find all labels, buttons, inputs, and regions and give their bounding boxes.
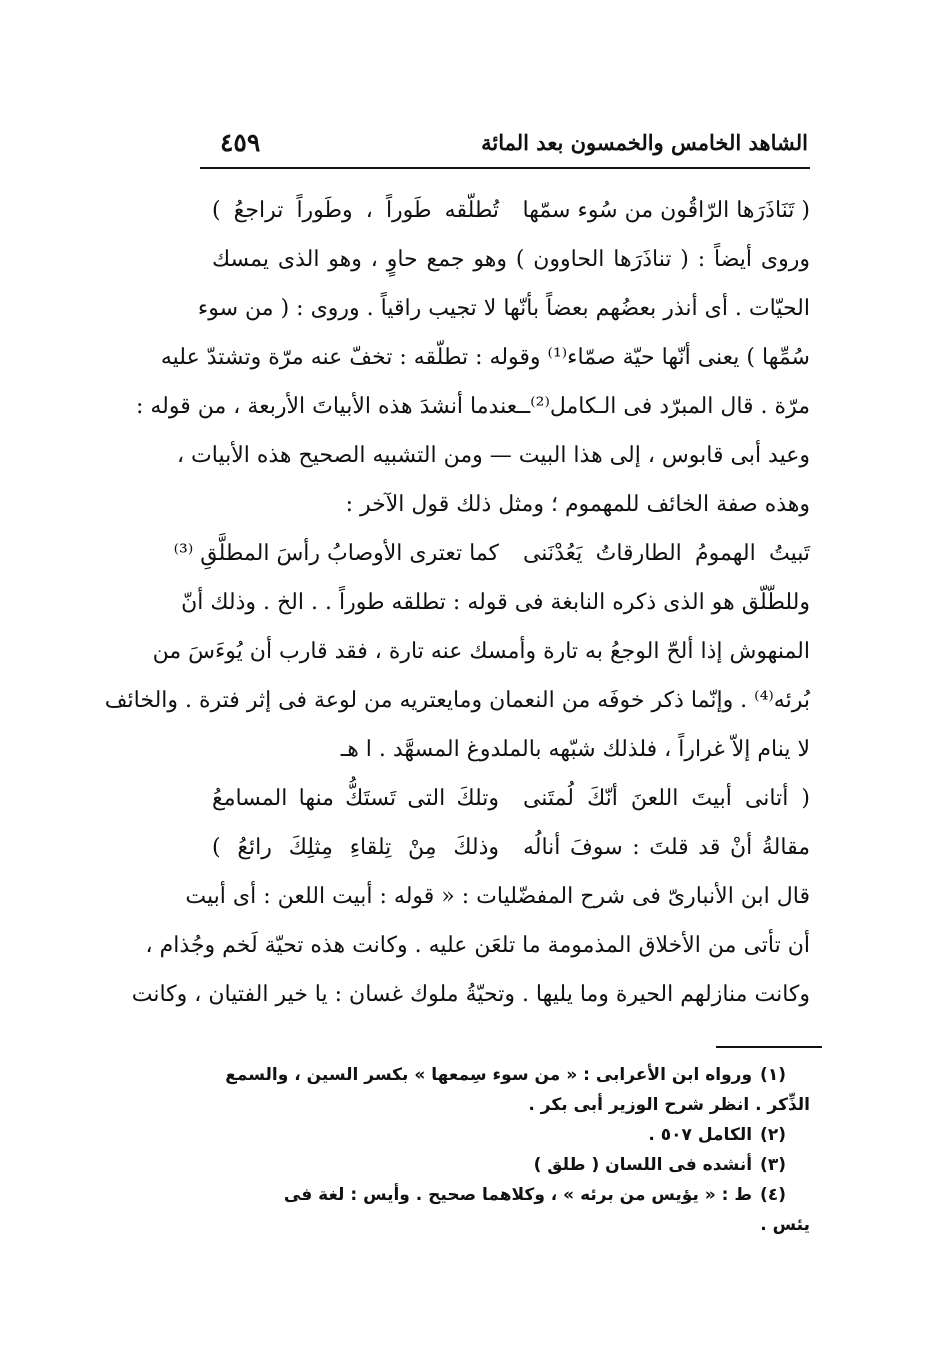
- page-number: ٤٥٩: [220, 128, 261, 157]
- verse-hemistich: ( تَنَاذَرَها الرّاقُون من سُوء سمّها: [522, 198, 810, 223]
- footnote-text: الكامل ٥٠٧ .: [648, 1125, 753, 1145]
- footnote-number: (٣): [760, 1155, 786, 1175]
- verse-line: [212, 823, 810, 872]
- footnote-2: [212, 1120, 810, 1150]
- header-rule: [200, 167, 810, 169]
- main-text: [104, 186, 810, 1019]
- footnotes: [212, 1060, 810, 1240]
- text-line: وهذه صفة الخائف للمهموم ؛ ومثل ذلك قول الآخر :: [345, 492, 810, 517]
- text-line: وكانت منازلهم الحيرة وما يليها . وتحيّةُ ملوك غسان : يا خير الفتيان ، وكانت: [131, 982, 810, 1007]
- verse-hemistich: كما تعترى الأوصابُ رأسَ المطلَّقِ ⁽³⁾: [173, 541, 500, 566]
- verse-hemistich: ( أتانى أبيتَ اللعنَ أنّكَ لُمتَنى: [522, 786, 810, 811]
- verse-hemistich: وذلكَ مِنْ تِلقاءِ مِثلِكَ رائعُ ): [212, 835, 500, 860]
- text-line: وروى أيضاً : ( تناذَرَها الحاوون ) وهو جمع حاوٍ ، وهو الذى يمسك: [212, 247, 810, 272]
- text-line: وللطّلّق هو الذى ذكره النابغة فى قوله : تطلقه طوراً . . الخ . وذلك أنّ: [181, 590, 810, 615]
- text-line: سُمِّها ) يعنى أنّها حيّة صمّاء⁽¹⁾ وقوله : تطلّقه : تخفّ عنه مرّة وتشتدّ عليه: [160, 345, 810, 370]
- footnote-continuation: يئس .: [760, 1215, 810, 1235]
- text-line: وعيد أبى قابوس ، إلى هذا البيت — ومن التشبيه الصحيح هذه الأبيات ،: [176, 443, 810, 468]
- text-line: مرّة . قال المبرّد فى الـكامل⁽²⁾ــعندما أنشدَ هذه الأبياتَ الأربعة ، من قوله :: [135, 394, 810, 419]
- footnote-text: ورواه ابن الأعرابى : « من سوء سِمعها » بكسر السين ، والسمع: [225, 1065, 753, 1085]
- footnote-number: (١): [760, 1065, 786, 1085]
- text-line: الحيّات . أى أنذر بعضُهم بعضاً بأنّها لا تجيب راقياً . وروى : ( من سوء: [197, 296, 810, 321]
- footnote-number: (٢): [760, 1125, 786, 1145]
- verse-hemistich: تَبيتُ الهمومُ الطارقاتُ يَعُدْنَنى: [522, 541, 810, 566]
- verse-line: [173, 529, 810, 578]
- verse-hemistich: تُطلّقه طَوراً ، وطَوراً تراجعُ ): [212, 198, 500, 223]
- text-line: بُرئه⁽⁴⁾ . وإنّما ذكر خوفَه من النعمان ومايعتريه من لوعة فى إثر فترة . والخائف: [104, 688, 810, 713]
- text-line: المنهوش إذا ألحّ الوجعُ به تارة وأمسك عنه تارة ، فقد قارب أن يُوءَسَ من: [152, 639, 810, 664]
- footnote-text: أنشده فى اللسان ( طلق ): [533, 1155, 753, 1175]
- verse-hemistich: مقالةُ أنْ قد قلتَ : سوفَ أنالُه: [522, 835, 810, 860]
- text-line: قال ابن الأنبارىّ فى شرح المفضّليات : « قوله : أبيت اللعن : أى أبيت: [185, 884, 810, 909]
- page-header: [210, 128, 808, 164]
- footnote-4: [212, 1180, 810, 1210]
- verse-hemistich: وتلكَ التى تَستَكُّ منها المسامعُ: [212, 786, 500, 811]
- footnote-number: (٤): [760, 1185, 786, 1205]
- footnote-text: ط : « يؤيس من برئه » ، وكلاهما صحيح . وأيس : لغة فى: [283, 1185, 753, 1205]
- footnote-continuation: الذِّكر . انظر شرح الوزير أبى بكر .: [528, 1095, 810, 1115]
- verse-line: [212, 186, 810, 235]
- footnote-rule: [716, 1046, 822, 1048]
- text-line: لا ينام إلاّ غراراً ، فلذلك شبّهه بالملدوغ المسهَّد . ا هـ: [340, 737, 810, 762]
- verse-line: [212, 774, 810, 823]
- text-line: أن تأتى من الأخلاق المذمومة ما تلعَن عليه . وكانت هذه تحيّة لَخم وجُذام ،: [145, 933, 810, 958]
- footnote-1: [212, 1060, 810, 1090]
- running-title: الشاهد الخامس والخمسون بعد المائة: [481, 130, 808, 155]
- footnote-3: [212, 1150, 810, 1180]
